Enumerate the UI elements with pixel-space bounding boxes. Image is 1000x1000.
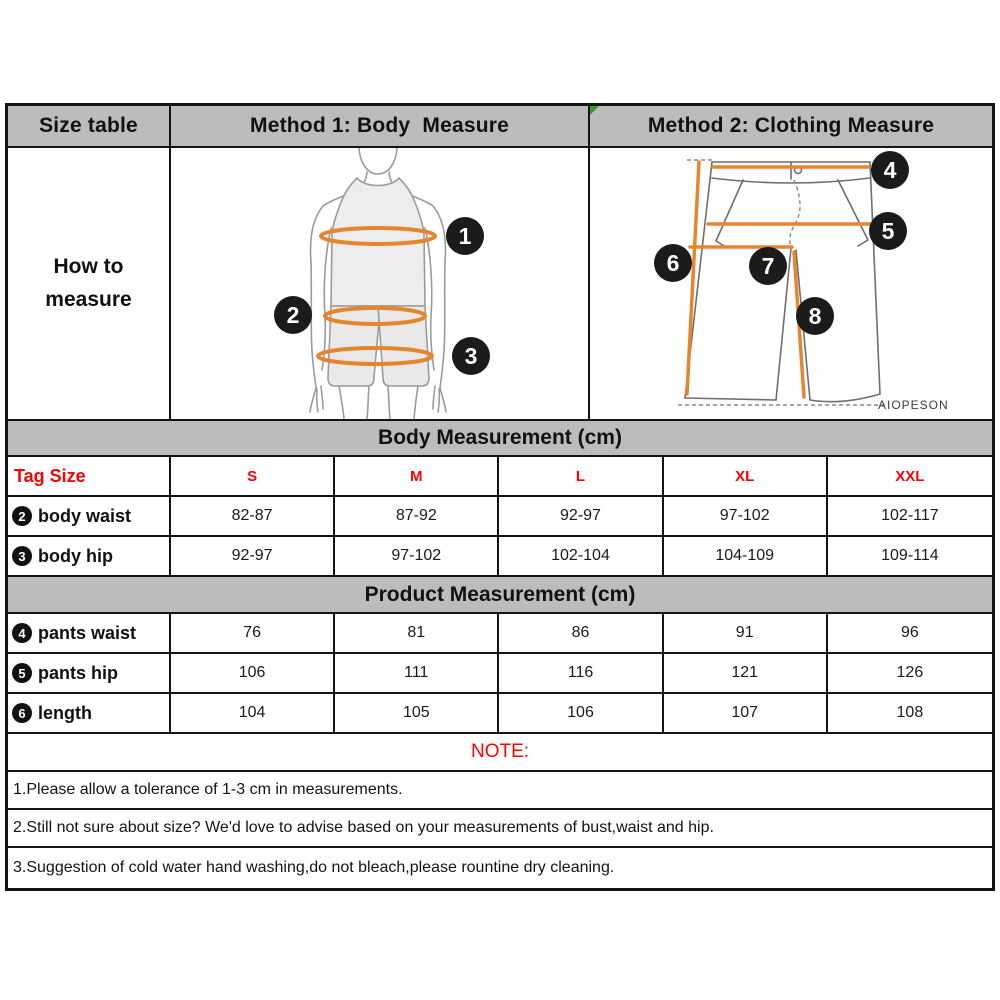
brand-label: AIOPESON bbox=[878, 398, 949, 412]
value-cell: 108 bbox=[896, 704, 924, 721]
tag-size-header: Tag Size bbox=[8, 457, 171, 495]
length-measure-line bbox=[687, 162, 699, 394]
size-table-header: Size table bbox=[8, 106, 171, 146]
body-waist-row bbox=[8, 497, 992, 537]
value-cell: 107 bbox=[664, 694, 828, 732]
note-title: NOTE: bbox=[8, 734, 992, 772]
row-label: 5 pants hip bbox=[8, 654, 171, 692]
body-figure-illustration bbox=[171, 148, 588, 419]
value-cell: 102-104 bbox=[499, 537, 663, 575]
section-title-body-measurement: Body Measurement (cm) bbox=[8, 421, 992, 457]
method1-header: Method 1: Body Measure bbox=[171, 106, 590, 146]
marker-3: 3 bbox=[452, 337, 490, 375]
value-cell: 97-102 bbox=[664, 497, 828, 535]
row-label: 2 body waist bbox=[8, 497, 171, 535]
method2-header bbox=[590, 106, 992, 146]
size-col-s: S bbox=[171, 457, 335, 495]
value-cell: 121 bbox=[664, 654, 828, 692]
circled-4-icon: 4 bbox=[12, 623, 32, 643]
row-label: 3 body hip bbox=[8, 537, 171, 575]
circled-6-icon: 6 bbox=[12, 703, 32, 723]
size-col-l: L bbox=[499, 457, 663, 495]
value-cell: 104-109 bbox=[664, 537, 828, 575]
marker-4: 4 bbox=[871, 151, 909, 189]
marker-7: 7 bbox=[749, 247, 787, 285]
size-header-row bbox=[8, 457, 992, 497]
size-col-m: M bbox=[335, 457, 499, 495]
length-row bbox=[8, 694, 992, 734]
circled-2-icon: 2 bbox=[12, 506, 32, 526]
value-cell: 76 bbox=[171, 614, 335, 652]
note-item-1: 1.Please allow a tolerance of 1-3 cm in measurements. bbox=[8, 772, 992, 810]
marker-8: 8 bbox=[796, 297, 834, 335]
row-label: 6 length bbox=[8, 694, 171, 732]
value-cell: 104 bbox=[171, 694, 335, 732]
pants-figure-illustration bbox=[590, 148, 992, 419]
size-chart-sheet bbox=[5, 103, 995, 891]
value-cell: 82-87 bbox=[171, 497, 335, 535]
value-cell: 87-92 bbox=[335, 497, 499, 535]
green-corner-flag-icon bbox=[590, 106, 599, 115]
row-label: 4 pants waist bbox=[8, 614, 171, 652]
marker-1: 1 bbox=[446, 217, 484, 255]
value-cell: 106 bbox=[499, 694, 663, 732]
value-cell: 86 bbox=[499, 614, 663, 652]
marker-6: 6 bbox=[654, 244, 692, 282]
note-item-2: 2.Still not sure about size? We'd love to advise based on your measurements of bust,waist and hip. bbox=[8, 810, 992, 848]
value-cell: 91 bbox=[664, 614, 828, 652]
value-cell: 97-102 bbox=[335, 537, 499, 575]
circled-3-icon: 3 bbox=[12, 546, 32, 566]
top-header-row bbox=[8, 106, 992, 148]
value-cell: 126 bbox=[896, 664, 924, 681]
marker-2: 2 bbox=[274, 296, 312, 334]
value-cell: 106 bbox=[171, 654, 335, 692]
value-cell: 111 bbox=[335, 654, 499, 692]
size-col-xl: XL bbox=[664, 457, 828, 495]
body-measure-figure-cell bbox=[171, 148, 590, 419]
section-title-product-measurement: Product Measurement (cm) bbox=[8, 577, 992, 614]
method2-header-label: Method 2: Clothing Measure bbox=[647, 114, 935, 137]
circled-5-icon: 5 bbox=[12, 663, 32, 683]
clothing-measure-figure-cell bbox=[590, 148, 992, 419]
value-cell: 116 bbox=[499, 654, 663, 692]
pants-hip-row bbox=[8, 654, 992, 694]
pants-waist-row bbox=[8, 614, 992, 654]
value-cell: 109-114 bbox=[881, 547, 939, 564]
illustration-row bbox=[8, 148, 992, 421]
body-hip-row bbox=[8, 537, 992, 577]
note-item-3: 3.Suggestion of cold water hand washing,do not bleach,please rountine dry cleaning. bbox=[13, 859, 615, 876]
value-cell: 92-97 bbox=[499, 497, 663, 535]
value-cell: 92-97 bbox=[171, 537, 335, 575]
how-to-measure-label: How to measure bbox=[8, 148, 171, 419]
size-col-xxl: XXL bbox=[895, 467, 925, 485]
value-cell: 105 bbox=[335, 694, 499, 732]
value-cell: 102-117 bbox=[881, 507, 939, 524]
value-cell: 81 bbox=[335, 614, 499, 652]
marker-5: 5 bbox=[869, 212, 907, 250]
value-cell: 96 bbox=[900, 624, 919, 641]
